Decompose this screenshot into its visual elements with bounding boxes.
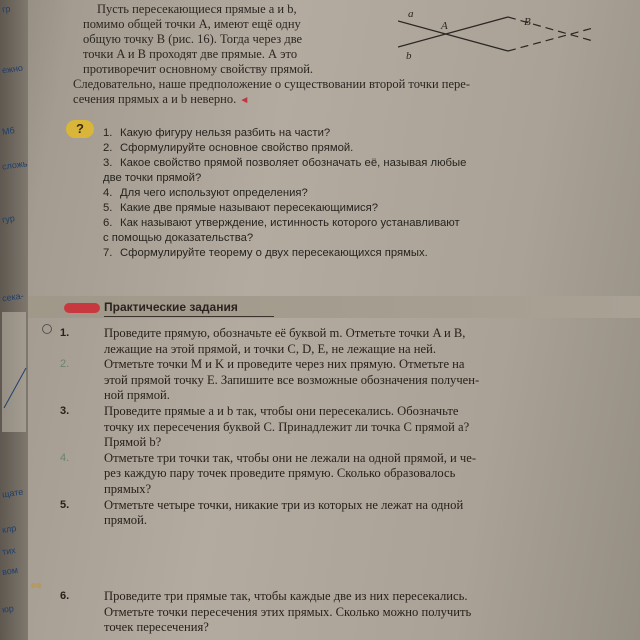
circle-marker-icon — [42, 324, 52, 334]
margin-note: клр — [1, 523, 17, 535]
section-underline — [104, 316, 274, 317]
list-item-continuation: две точки прямой? — [103, 172, 202, 184]
margin-note: гр — [1, 3, 11, 15]
question-badge-icon: ? — [66, 120, 94, 138]
end-of-proof-icon: ◄ — [239, 95, 250, 106]
margin-note: юр — [1, 603, 15, 615]
margin-note: сложь — [1, 158, 29, 172]
figure-label-B: B — [524, 16, 531, 28]
list-item: 4. Для чего используют определения? — [103, 187, 308, 199]
margin-note: ежно — [1, 62, 24, 76]
margin-note: щате — [1, 486, 24, 500]
list-item: 6. Как называют утверждение, истинность которого устанавливают — [103, 217, 460, 229]
list-item: 3. Какое свойство прямой позволяет обозначать её, называя любые — [103, 157, 467, 169]
intro-line: общую точку B (рис. 16). Тогда через две — [83, 32, 303, 46]
margin-note: вом — [1, 564, 19, 578]
list-item: 2. Отметьте точки M и K и проведите через них прямую. Отметьте на этой прямой точку E. Запишите все возможные обозначения получен- ной прямой. — [60, 357, 480, 403]
section-marker-icon — [64, 303, 100, 313]
list-item: 3. Проведите прямые a и b так, чтобы они пересекались. Обозначьте точку их пересечения буквой C. Принадлежит ли точка C прямой a? Прямой b? — [60, 403, 470, 450]
list-item: 7. Сформулируйте теорему о двух пересекающихся прямых. — [103, 247, 428, 259]
margin-note: сека- — [1, 290, 25, 304]
list-item: 2. Сформулируйте основное свойство прямой. — [103, 142, 354, 154]
margin-note: Мб — [1, 125, 16, 137]
questions-list — [103, 126, 466, 261]
figure-label-a: a — [408, 8, 414, 20]
section-title: Практические задания — [104, 300, 238, 314]
list-item: 1. Проведите прямую, обозначьте её буквой m. Отметьте точки A и B, лежащие на этой прямой, и точки C, D, E, не лежащие на ней. — [60, 326, 466, 356]
tasks-list — [60, 326, 479, 529]
intro-line: противоречит основному свойству прямой. — [83, 62, 314, 76]
intro-line: Пусть пересекающиеся прямые a и b, — [97, 2, 297, 16]
margin-note: тих — [1, 545, 17, 557]
margin-note: гур — [1, 213, 16, 225]
figure-label-A: A — [441, 20, 448, 32]
task-6 — [60, 589, 471, 636]
figure-label-b: b — [406, 50, 412, 62]
list-item: 5. Какие две прямые называют пересекающимися? — [103, 202, 379, 214]
intro-line: точки A и B проходят две прямые. А это — [83, 47, 298, 61]
intro-paragraph — [73, 2, 471, 108]
list-item-continuation: с помощью доказательства? — [103, 232, 254, 244]
margin-figure — [0, 308, 28, 438]
intro-line: сечения прямых a и b неверно. — [73, 92, 237, 106]
list-item: 4. Отметьте три точки так, чтобы они не лежали на одной прямой, и че- рез каждую пару точек проведите прямую. Сколько образовалось прямых? — [60, 450, 477, 496]
list-item: 6. Проведите три прямые так, чтобы каждые две из них пересекались. Отметьте точки пересечения этих прямых. Сколько можно получить точек пересечения? — [60, 589, 472, 635]
list-item: 5. Отметьте четыре точки, никакие три из которых не лежат на одной прямой. — [60, 497, 464, 528]
difficulty-dots-icon: ●● — [30, 578, 41, 592]
list-item: 1. Какую фигуру нельзя разбить на части? — [103, 127, 331, 139]
intro-line: помимо общей точки A, имеют ещё одну — [83, 17, 301, 31]
intro-line: Следовательно, наше предположение о существовании второй точки пере- — [73, 77, 471, 91]
